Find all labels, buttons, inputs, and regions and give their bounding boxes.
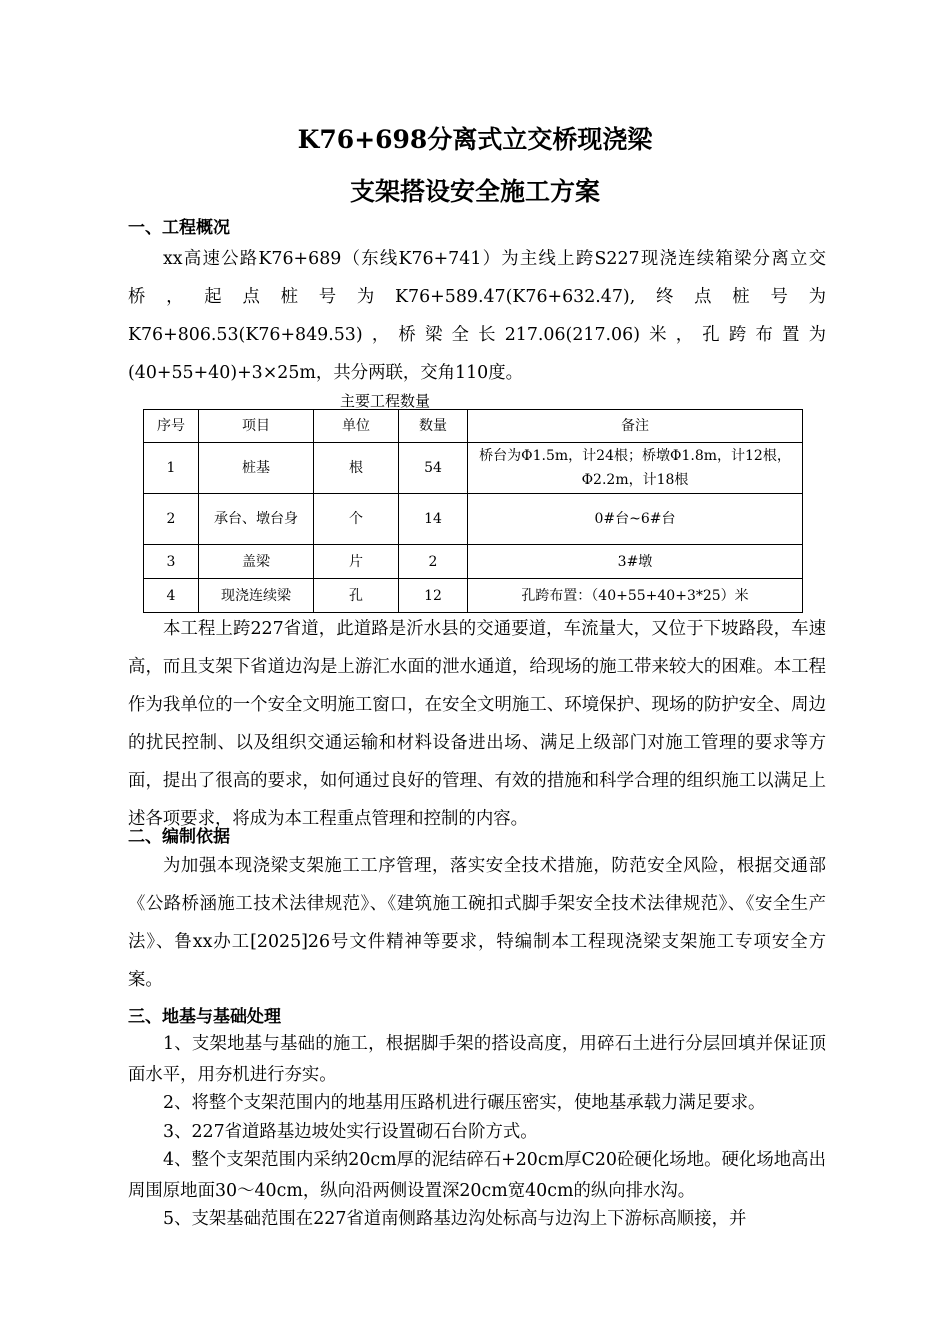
table-cell: 4 — [144, 579, 199, 613]
table-cell: 3#墩 — [468, 545, 803, 579]
table-cell: 孔跨布置：（40+55+40+3*25）米 — [468, 579, 803, 613]
table-cell: 2 — [399, 545, 468, 579]
foundation-item: 1、支架地基与基础的施工，根据脚手架的搭设高度，用碎石土进行分层回填并保证顶面水平，用夯机进行夯实。 — [128, 1034, 826, 1085]
table-cell: 盖梁 — [199, 545, 314, 579]
doc-title-line1: K76+698分离式立交桥现浇梁 — [297, 125, 653, 154]
table-cell: 承台、墩台身 — [199, 494, 314, 545]
project-difficulty-paragraph: 本工程上跨227省道，此道路是沂水县的交通要道，车流量大，又位于下坡路段，车速高，而且支架下省道边沟是上游汇水面的泄水通道，给现场的施工带来较大的困难。本工程作为我单位的一个安全文明施工窗口，在安全文明施工、环境保护、现场的防护安全、周边的扰民控制、以及组织交通运输和材料设备进出场、满足上级部门对施工管理的要求等方面，提出了很高的要求，如何通过良好的管理、有效的措施和科学合理的组织施工以满足上述各项要求，将成为本工程重点管理和控制的内容。 — [128, 619, 826, 829]
table-cell: 现浇连续梁 — [199, 579, 314, 613]
table-cell: 3 — [144, 545, 199, 579]
table-cell: 1 — [144, 443, 199, 494]
table-header-cell: 项目 — [199, 410, 314, 443]
section-heading-foundation: 三、地基与基础处理 — [128, 1007, 281, 1027]
table-cell: 14 — [399, 494, 468, 545]
table-cell: 根 — [314, 443, 399, 494]
table-row — [144, 545, 803, 579]
table-cell: 54 — [399, 443, 468, 494]
foundation-item: 5、支架基础范围在227省道南侧路基边沟处标高与边沟上下游标高顺接，并 — [163, 1209, 747, 1229]
doc-title-line2: 支架搭设安全施工方案 — [349, 177, 600, 206]
table-cell: 2 — [144, 494, 199, 545]
table-cell: 12 — [399, 579, 468, 613]
foundation-item: 2、将整个支架范围内的地基用压路机进行碾压密实，使地基承载力满足要求。 — [163, 1093, 766, 1113]
table-cell: 桩基 — [199, 443, 314, 494]
table-header-row — [144, 410, 803, 443]
table-caption: 主要工程数量 — [340, 392, 431, 410]
table-cell: 片 — [314, 545, 399, 579]
foundation-item: 3、227省道路基边坡处实行设置砌石台阶方式。 — [163, 1122, 538, 1142]
table-row — [144, 443, 803, 494]
basis-paragraph: 为加强本现浇梁支架施工工序管理，落实安全技术措施，防范安全风险，根据交通部《公路桥涵施工技术法律规范》、《建筑施工碗扣式脚手架安全技术法律规范》、《安全生产法》、鲁xx办工[2025]26号文件精神等要求，特编制本工程现浇梁支架施工专项安全方案。 — [128, 856, 826, 990]
table-cell: 0#台~6#台 — [468, 494, 803, 545]
foundation-item: 4、整个支架范围内采纳20cm厚的泥结碎石+20cm厚C20砼硬化场地。硬化场地高出周围原地面30～40cm，纵向沿两侧设置深20cm宽40cm的纵向排水沟。 — [128, 1150, 826, 1201]
table-cell: 孔 — [314, 579, 399, 613]
table-row — [144, 579, 803, 613]
table-row — [144, 494, 803, 545]
table-cell: 桥台为Φ1.5m，计24根；桥墩Φ1.8m，计12根，Φ2.2m，计18根 — [468, 443, 803, 494]
overview-paragraph: xx高速公路K76+689（东线K76+741）为主线上跨S227现浇连续箱梁分离立交桥，起点桩号为K76+589.47(K76+632.47),终点桩号为K76+806.53(K76+849.53)，桥梁全长217.06(217.06)米，孔跨布置为(40+55+40)+3×25m，共分两联，交角110度。 — [128, 249, 826, 383]
table-cell: 个 — [314, 494, 399, 545]
quantity-table — [143, 409, 803, 613]
section-heading-basis: 二、编制依据 — [128, 827, 230, 847]
section-heading-overview: 一、工程概况 — [128, 218, 230, 238]
table-header-cell: 单位 — [314, 410, 399, 443]
table-header-cell: 序号 — [144, 410, 199, 443]
table-header-cell: 备注 — [468, 410, 803, 443]
table-header-cell: 数量 — [399, 410, 468, 443]
